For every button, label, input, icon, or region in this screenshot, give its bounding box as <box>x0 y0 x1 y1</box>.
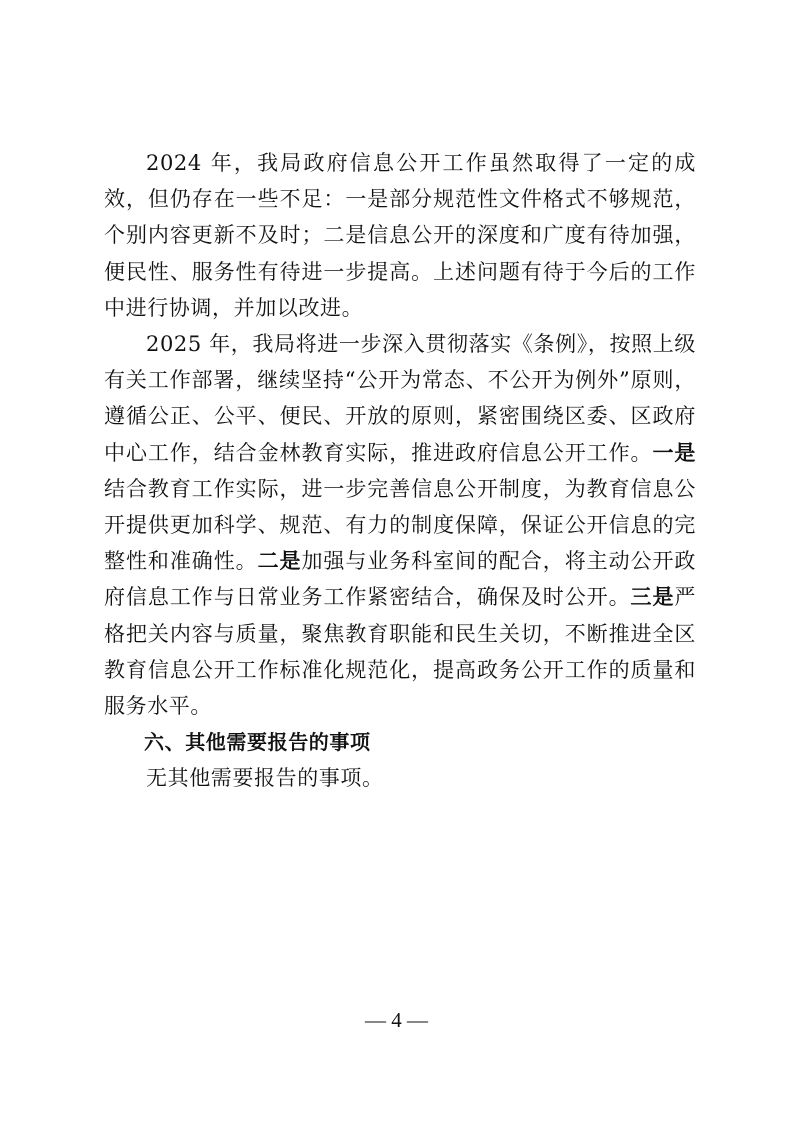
paragraph-2025-plan <box>104 326 696 724</box>
point-2-label: 二是 <box>257 548 302 574</box>
page-number: — 4 — <box>365 1008 428 1032</box>
plan-intro: 2025 年，我局将进一步深入贯彻落实《条例》，按照上级有关工作部署，继续坚持“公开为常态、不公开为例外”原则，遵循公正、公平、便民、开放的原则，紧密围绕区委、区政府中心工作，结合金林教育实际，推进政府信息公开工作。 <box>104 332 696 465</box>
point-2-text: 加强与业务科室间的配合，将主动公开政府信息工作与日常业务工作紧密结合，确保及时公开。 <box>104 549 697 610</box>
paragraph-2024-review: 2024 年，我局政府信息公开工作虽然取得了一定的成效，但仍存在一些不足：一是部分规范性文件格式不够规范，个别内容更新不及时；二是信息公开的深度和广度有待加强，便民性、服务性有待进一步提高。上述问题有待于今后的工作中进行协调，并加以改进。 <box>104 151 696 320</box>
section-body: 无其他需要报告的事项。 <box>146 766 384 791</box>
document-body <box>104 145 696 797</box>
point-1-text: 结合教育工作实际，进一步完善信息公开制度，为教育信息公开提供更加科学、规范、有力的制度保障，保证公开信息的完整性和准确性。 <box>104 476 696 574</box>
point-3-label: 三是 <box>630 584 675 610</box>
point-1-label: 一是 <box>652 439 697 465</box>
section-heading: 六、其他需要报告的事项 <box>144 730 371 755</box>
point-3-text: 严格把关内容与质量，聚焦教育职能和民生关切，不断推进全区教育信息公开工作标准化规范化，提高政务公开工作的质量和服务水平。 <box>104 585 697 719</box>
